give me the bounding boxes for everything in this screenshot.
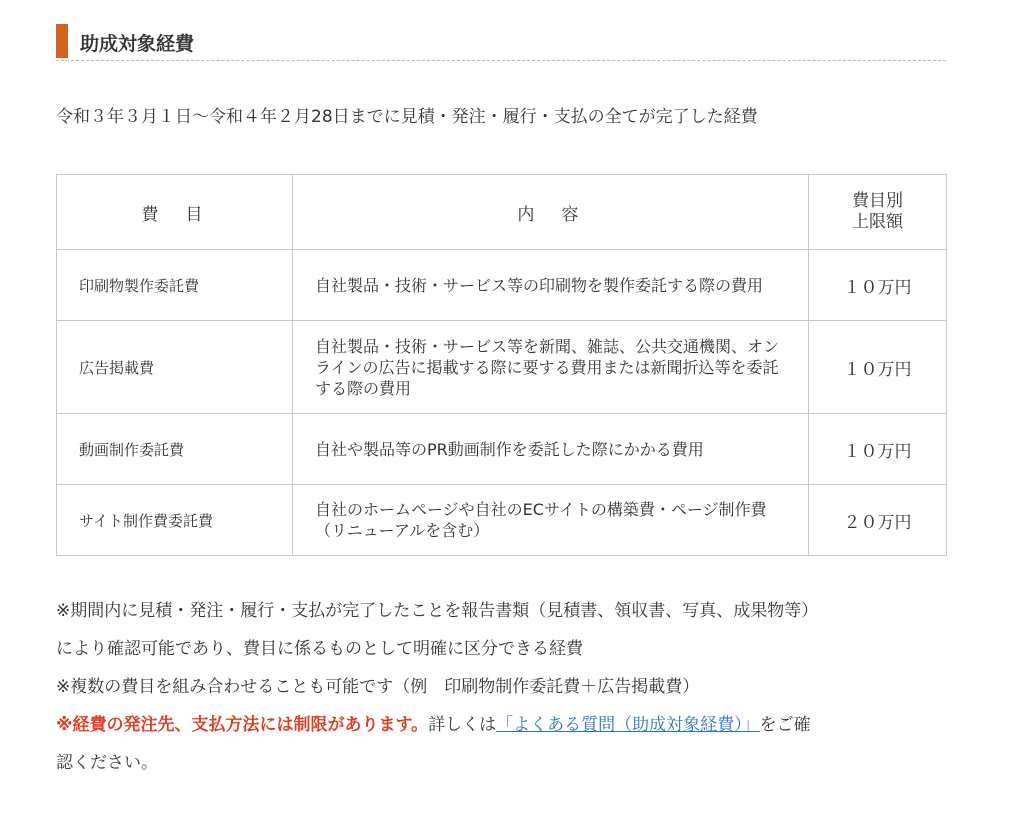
section-heading: [56, 24, 946, 61]
header-category: 費 目: [57, 175, 293, 250]
header-limit-text: 費目別 上限額: [852, 191, 903, 232]
heading-accent-bar: [56, 24, 68, 58]
row-category: サイト制作費委託費: [57, 485, 293, 556]
table-row: [57, 485, 947, 556]
note-text: をご確: [759, 715, 811, 735]
restriction-warning: 経費の発注先、支払方法には制限があります。: [72, 715, 429, 735]
faq-link[interactable]: 「よくある質問（助成対象経費）」: [496, 715, 760, 735]
table-row: [57, 414, 947, 485]
expense-table: [56, 174, 947, 556]
note-line: ※複数の費目を組み合わせることも可能です（例 印刷物制作委託費＋広告掲載費）: [56, 677, 700, 697]
table-row: [57, 321, 947, 414]
row-content: 自社製品・技術・サービス等を新聞、雑誌、公共交通機関、オンラインの広告に掲載する際に要する費用または新聞折込等を委託する際の費用: [293, 321, 809, 414]
note-line: により確認可能であり、費目に係るものとして明確に区分できる経費: [56, 639, 583, 659]
row-limit: １０万円: [809, 414, 947, 485]
header-limit: [809, 175, 947, 250]
table-header-row: [57, 175, 947, 250]
note-line: 認ください。: [56, 753, 158, 773]
notes-section: [56, 592, 956, 782]
row-content: 自社や製品等のPR動画制作を委託した際にかかる費用: [293, 414, 809, 485]
row-limit: １０万円: [809, 250, 947, 321]
note-mark: ※: [56, 715, 73, 735]
intro-text: 令和３年３月１日〜令和４年２月28日までに見積・発注・履行・支払の全てが完了した経費: [56, 107, 758, 127]
row-content: 自社のホームページや自社のECサイトの構築費・ページ制作費（リニューアルを含む）: [293, 485, 809, 556]
row-category: 動画制作委託費: [57, 414, 293, 485]
table-row: [57, 250, 947, 321]
note-restriction: [56, 706, 956, 744]
row-category: 広告掲載費: [57, 321, 293, 414]
note-line: ※期間内に見積・発注・履行・支払が完了したことを報告書類（見積書、領収書、写真、成果物等）: [56, 601, 819, 621]
row-limit: １０万円: [809, 321, 947, 414]
section-title: 助成対象経費: [80, 33, 195, 55]
row-category: 印刷物製作委託費: [57, 250, 293, 321]
row-content: 自社製品・技術・サービス等の印刷物を製作委託する際の費用: [293, 250, 809, 321]
header-content: 内 容: [293, 175, 809, 250]
note-text: 詳しくは: [428, 715, 497, 735]
row-limit: ２０万円: [809, 485, 947, 556]
